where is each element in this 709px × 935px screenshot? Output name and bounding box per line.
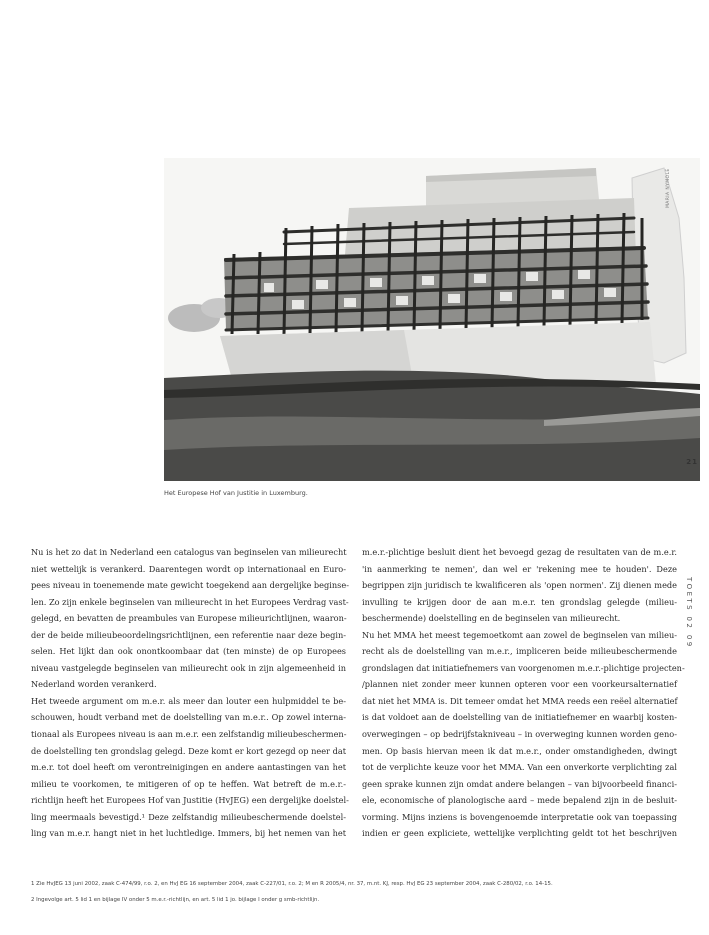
text-line: invulling te krijgen door de aan m.e.r. ten grondslag gelegde (milieu- <box>362 596 677 607</box>
photo-credit: MARIA NYMOLE <box>666 168 671 208</box>
text-line: selen. Het lijkt dan ook onontkoombaar dat (ten minste) de op Europees <box>31 646 346 657</box>
text-line: vorming. Mijns inziens is bovengenoemde interpretatie ook van toepassing <box>362 811 677 822</box>
text-line: tot de verplichte keuze voor het MMA. Van een onverkorte verplichting zal <box>362 762 677 773</box>
text-line: Nu is het zo dat in Nederland een catalogus van beginselen van milieurecht <box>31 547 347 557</box>
text-line: tionaal als Europees niveau is aan m.e.r. een zelfstandig milieubeschermen- <box>31 729 347 740</box>
text-line: gelegd, en bevatten de preambules van Europese milieurichtlijnen, waaron- <box>31 613 347 624</box>
text-line: men. Op basis hiervan meen ik dat m.e.r., onder omstandigheden, dwingt <box>362 745 677 756</box>
text-line: /plannen niet zonder meer kunnen opteren voor een voorkeursalternatief <box>362 679 677 690</box>
body-column-right <box>362 544 685 842</box>
text-line: Nu het MMA het meest tegemoetkomt aan zowel de beginselen van milieu- <box>362 629 677 640</box>
text-line: m.e.r.-plichtige besluit dient het bevoegd gezag de resultaten van de m.e.r. <box>362 547 677 557</box>
footnote: 2 Ingevolge art. 5 lid 1 en bijlage IV onder 5 m.e.r.-richtlijn, en art. 5 lid 1 jo. bijlage I onder g smb-richtlijn. <box>31 897 320 903</box>
text-line: richtlijn heeft het Europees Hof van Justitie (HvJEG) een dergelijke doelstel- <box>31 795 349 806</box>
text-line: grondslagen dat initiatiefnemers van voorgenomen m.e.r.-plichtige projecten- <box>362 662 685 673</box>
text-line: milieu te voorkomen, te mitigeren of op te heffen. Wat betreft de m.e.r.- <box>31 778 346 789</box>
running-head: TOETS 02 09 <box>685 577 693 649</box>
text-line: geen sprake kunnen zijn omdat andere belangen – van bijvoorbeeld financi- <box>362 778 677 789</box>
text-line: Nederland worden verankerd. <box>31 679 157 690</box>
text-line: is dat voldoet aan de doelstelling van de initiatiefnemer en waarbij kosten- <box>362 712 677 723</box>
court-building-drawing <box>164 158 700 481</box>
page-number: 21 <box>686 458 698 466</box>
text-line: ele, economische of planologische aard – mede bepalend zijn in de besluit- <box>362 795 677 806</box>
text-line: indien er geen expliciete, wettelijke verplichting geldt tot het beschrijven <box>362 828 677 839</box>
text-line: der de beide milieubeoordelingsrichtlijnen, een referentie naar deze begin- <box>31 629 346 640</box>
footnotes <box>31 876 681 908</box>
text-line: niet wettelijk is verankerd. Daarentegen wordt op internationaal en Euro- <box>31 563 346 574</box>
figure-caption: Het Europese Hof van Justitie in Luxemburg. <box>164 489 308 497</box>
body-column-left <box>31 544 349 842</box>
text-line: dat niet het MMA is. Dit temeer omdat het MMA reeds een reëel alternatief <box>362 695 678 706</box>
text-line: Het tweede argument om m.e.r. als meer dan louter een hulpmiddel te be- <box>31 695 346 706</box>
building-illustration <box>164 158 700 481</box>
text-line: m.e.r. tot doel heeft om verontreinigingen en andere aantastingen van het <box>31 762 346 773</box>
text-line: de doelstelling ten grondslag gelegd. Deze komt er kort gezegd op neer dat <box>31 745 346 756</box>
text-line: ling van m.e.r. hangt niet in het luchtledige. Immers, bij het nemen van het <box>31 828 346 839</box>
text-line: 'in aanmerking te nemen', dan wel er 'rekening mee te houden'. Deze <box>362 563 677 574</box>
text-line: recht als de doelstelling van m.e.r., impliceren beide milieubeschermende <box>362 646 677 657</box>
text-line: beschermende) doelstelling en de beginselen van milieurecht. <box>362 613 621 624</box>
text-line: schouwen, houdt verband met de doelstelling van m.e.r.. Op zowel interna- <box>31 712 346 723</box>
text-line: begrippen zijn juridisch te kwalificeren als 'open normen'. Zij dienen mede <box>362 580 677 591</box>
text-line: pees niveau in toenemende mate gewicht toegekend aan dergelijke beginse- <box>31 580 349 591</box>
text-line: overwegingen – op bedrijfstakniveau – in overweging kunnen worden geno- <box>362 729 677 740</box>
text-line: niveau vastgelegde beginselen van milieurecht ook in zijn algemeenheid in <box>31 662 346 673</box>
footnote: 1 Zie HvJEG 13 juni 2002, zaak C-474/99, r.o. 2, en HvJ EG 16 september 2004, zaak C-227/01, r.o. 2; M en R 2005/4, nr. 37, m.nt. KJ, resp. HvJ EG 23 september 2004, zaak C-280/02, r.o. 14-15. <box>31 881 553 887</box>
text-line: ling meermaals bevestigd.¹ Deze zelfstandig milieubeschermende doelstel- <box>31 811 346 822</box>
text-line: len. Zo zijn enkele beginselen van milieurecht in het Europees Verdrag vast- <box>31 596 349 607</box>
